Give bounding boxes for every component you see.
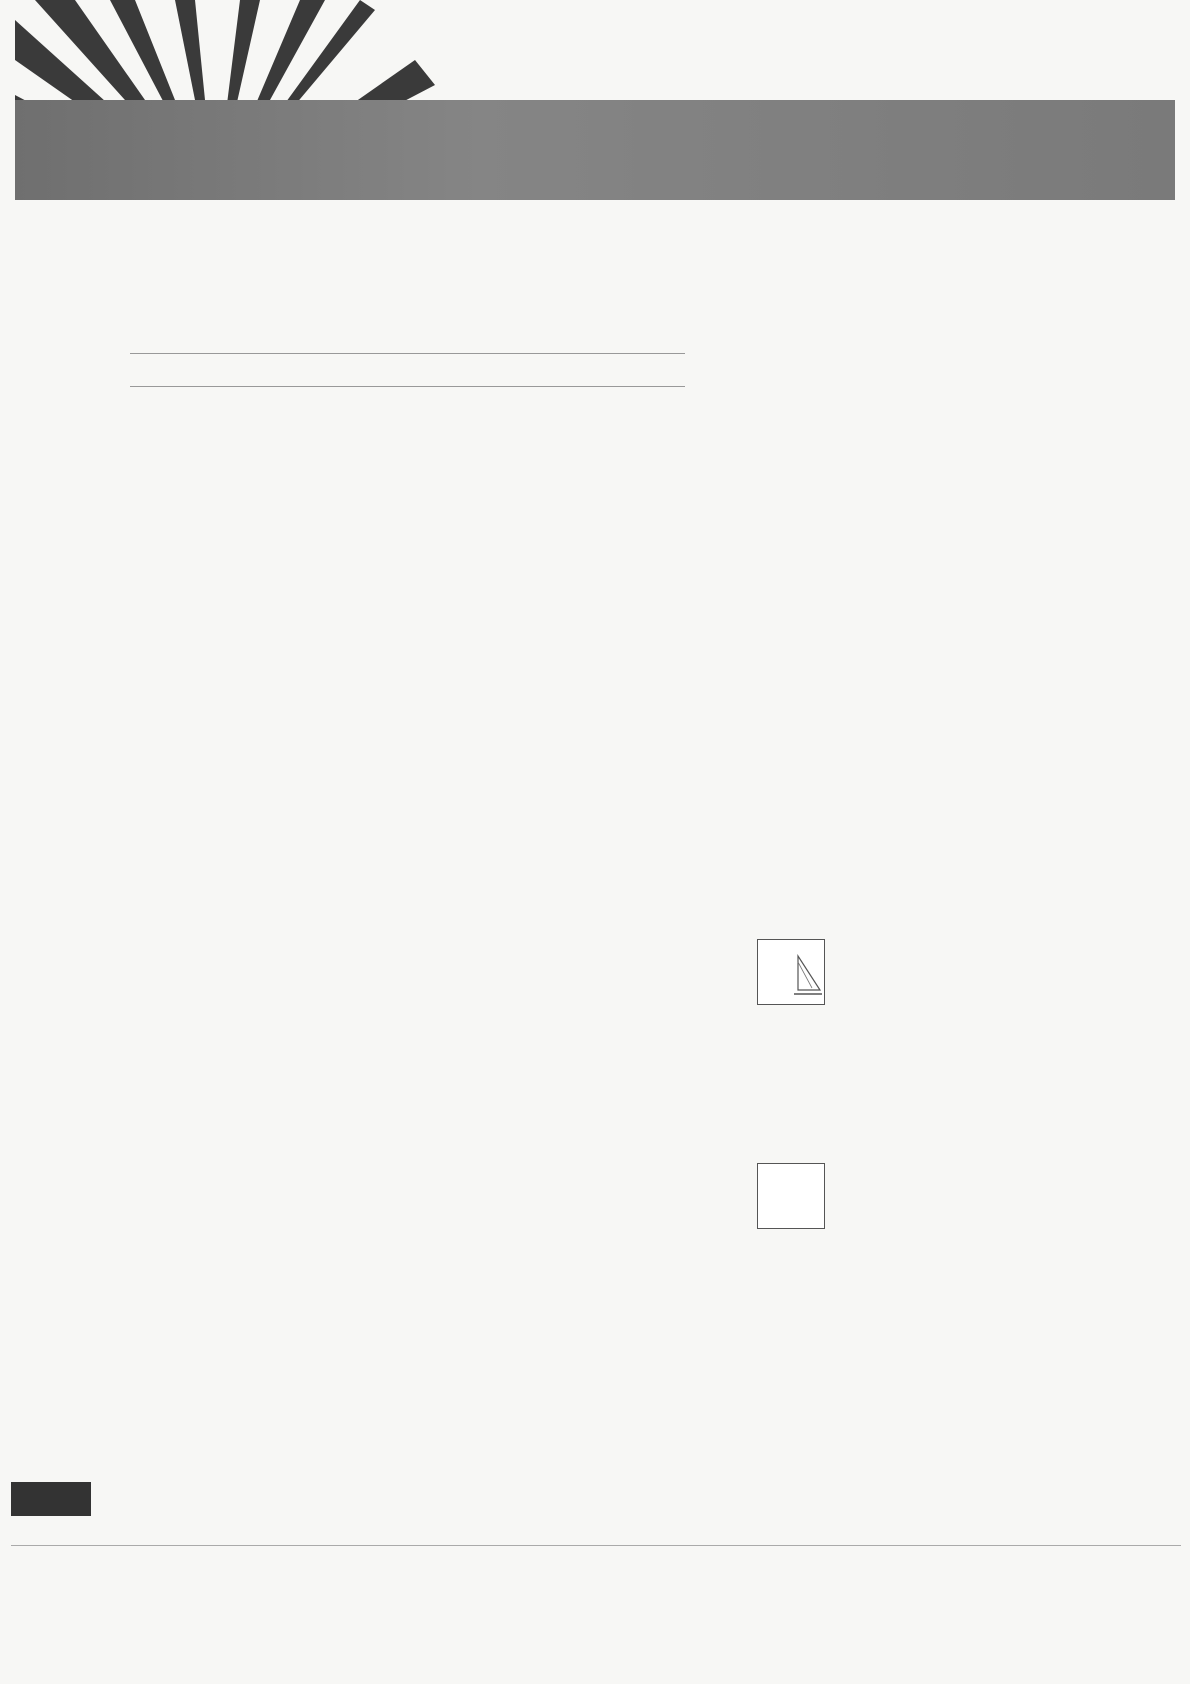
exercise-1a — [101, 310, 115, 333]
exercise-1b — [101, 598, 115, 621]
sound-picture-y — [757, 939, 825, 1005]
page-number — [11, 1482, 91, 1516]
section-1-heading — [97, 265, 117, 296]
section-2-heading — [97, 885, 117, 916]
section-3-heading — [725, 860, 745, 891]
word-box — [130, 353, 685, 387]
footer-rule — [11, 1545, 1181, 1546]
sailboat-icon — [794, 954, 822, 998]
exercise-2a — [101, 929, 115, 952]
title-banner — [15, 100, 1175, 200]
exercise-3a — [728, 907, 742, 930]
exercise-instruction — [767, 1434, 791, 1460]
sound-picture-dj — [757, 1163, 825, 1229]
